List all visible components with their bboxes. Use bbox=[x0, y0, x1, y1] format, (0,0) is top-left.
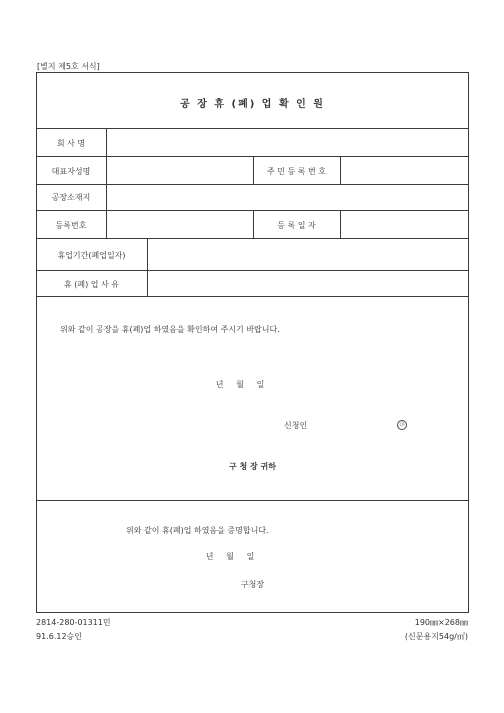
paper-type: (신문용지54g/㎡) bbox=[404, 632, 468, 641]
representative-label: 대표자성명 bbox=[51, 167, 91, 176]
company-name-field[interactable] bbox=[107, 129, 468, 156]
registration-date-label: 등 록 일 자 bbox=[277, 221, 316, 230]
attachment-label: [별지 제5호 서식] bbox=[37, 62, 100, 71]
resident-number-field[interactable] bbox=[341, 157, 468, 184]
factory-address-label: 공장소재지 bbox=[51, 193, 91, 202]
request-statement: 위와 같이 공장을 휴(폐)업 하였음을 확인하여 주시기 바랍니다. bbox=[60, 325, 280, 334]
issuer: 구청장 bbox=[240, 580, 265, 589]
closure-period-label: 휴업기간(폐업일자) bbox=[57, 251, 126, 260]
certification-date-line: 년 월 일 bbox=[205, 552, 255, 561]
registration-number-field[interactable] bbox=[107, 211, 253, 238]
form-code: 2814-280-01311민 bbox=[36, 618, 111, 627]
form-title: 공 장 휴 (폐) 업 확 인 원 bbox=[180, 99, 325, 110]
closure-reason-field[interactable] bbox=[148, 271, 468, 296]
registration-date-field[interactable] bbox=[341, 211, 468, 238]
closure-reason-label: 휴 (폐) 업 사 유 bbox=[63, 280, 120, 289]
paper-size: 190㎜×268㎜ bbox=[414, 618, 468, 627]
closure-period-field[interactable] bbox=[148, 239, 468, 270]
factory-address-field[interactable] bbox=[107, 185, 468, 210]
approval-date: 91.6.12승인 bbox=[36, 632, 82, 641]
seal-icon: ㊞ bbox=[397, 420, 407, 430]
resident-number-label: 주 민 등 록 번 호 bbox=[266, 167, 327, 176]
request-date-line: 년 월 일 bbox=[215, 380, 265, 389]
applicant-label: 신청인 bbox=[284, 421, 308, 430]
representative-field[interactable] bbox=[107, 157, 253, 184]
addressee: 구 청 장 귀하 bbox=[229, 462, 276, 471]
company-name-label: 회 사 명 bbox=[56, 139, 86, 148]
registration-number-label: 등록번호 bbox=[55, 221, 87, 230]
certification-statement: 위와 같이 휴(폐)업 하였음을 증명합니다. bbox=[126, 526, 269, 535]
